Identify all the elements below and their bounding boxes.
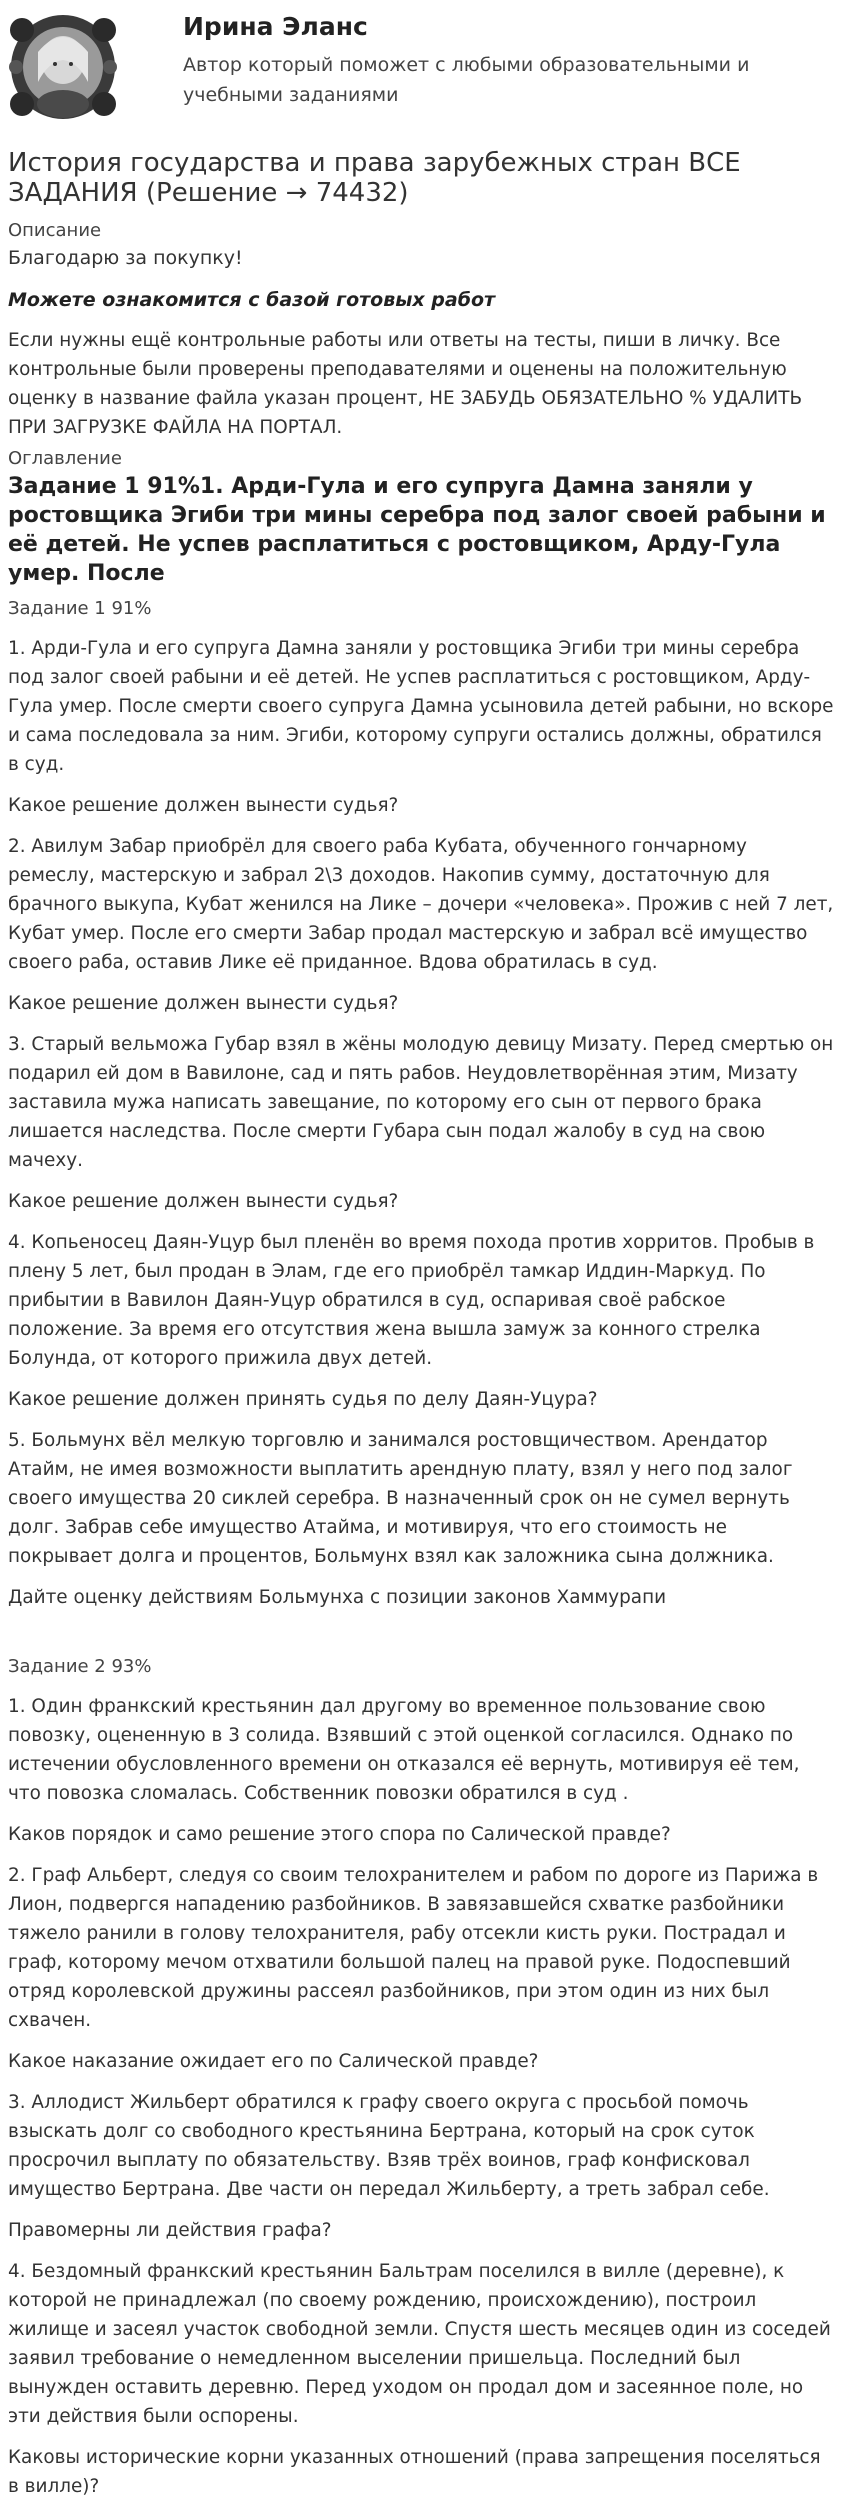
task2-question-3: Правомерны ли действия графа? <box>8 2220 332 2241</box>
avatar-image <box>8 12 118 122</box>
task1-question-4: Какое решение должен принять судья по делу Даян-Уцура? <box>8 1389 598 1410</box>
task2-paragraph-4: 4. Бездомный франкский крестьянин Бальтрам поселился в вилле (деревне), к которой не принадлежал (по своему рождению, происхождению), построил жилище и засеял участок свободной земли. Спустя шесть месяцев один из соседей заявил требование о немедленном выселении пришельца. Последний был вынужден оставить деревню. Перед уходом он продал дом и засеянное поле, но эти действия были оспорены. <box>8 2261 831 2427</box>
task1-question-2: Какое решение должен вынести судья? <box>8 993 399 1014</box>
thanks-text: Благодарю за покупку! <box>8 247 243 269</box>
task2-question-1: Каков порядок и само решение этого спора по Салической правде? <box>8 1824 671 1845</box>
author-info <box>183 12 793 110</box>
info-paragraph: Если нужны ещё контрольные работы или ответы на тесты, пиши в личку. Все контрольные были проверены преподавателями и оценены на положительную оценку в название файла указан процент, НЕ ЗАБУДЬ ОБЯЗАТЕЛЬНО % УДАЛИТЬ ПРИ ЗАГРУЗКЕ ФАЙЛА НА ПОРТАЛ. <box>8 330 803 438</box>
task1-question-5: Дайте оценку действиям Больмунха с позиции законов Хаммурапи <box>8 1587 667 1608</box>
author-card <box>8 0 835 128</box>
toc-title: Задание 1 91%1. Арди-Гула и его супруга Дамна заняли у ростовщика Эгиби три мины серебра под залог своей рабыни и её детей. Не успев расплатиться с ростовщиком, Арду-Гула умер. После <box>8 474 826 586</box>
promo-link[interactable]: Можете ознакомится с базой готовых работ <box>8 289 496 311</box>
task2-paragraph-1: 1. Один франкский крестьянин дал другому во временное пользование свою повозку, оцененную в 3 солида. Взявший с этой оценкой согласился. Однако по истечении обусловленного времени он отказался её вернуть, мотивируя её тем, что повозка сломалась. Собственник повозки обратился в суд . <box>8 1696 800 1804</box>
section-gap <box>8 1612 835 1646</box>
document-title: История государства и права зарубежных стран ВСЕ ЗАДАНИЯ (Решение → 74432) <box>8 148 741 208</box>
task1-label: Задание 1 91% <box>8 598 152 619</box>
task1-question-1: Какое решение должен вынести судья? <box>8 795 399 816</box>
task1-paragraph-1: 1. Арди-Гула и его супруга Дамна заняли у ростовщика Эгиби три мины серебра под залог своей рабыни и её детей. Не успев расплатиться с ростовщиком, Арду-Гула умер. После смерти своего супруга Дамна усыновила детей рабыни, но вскоре и сама последовала за ним. Эгиби, которому супруги остались должны, обратился в суд. <box>8 638 834 775</box>
description-label: Описание <box>8 220 102 241</box>
task2-label: Задание 2 93% <box>8 1656 152 1677</box>
task1-paragraph-4: 4. Копьеносец Даян-Уцур был пленён во время похода против хорритов. Пробыв в плену 5 лет, был продан в Элам, где его приобрёл тамкар Иддин-Маркуд. По прибытии в Вавилон Даян-Уцур обратился в суд, оспаривая своё рабское положение. За время его отсутствия жена вышла замуж за конного стрелка Болунда, от которого прижила двух детей. <box>8 1232 815 1369</box>
task2-paragraph-3: 3. Аллодист Жильберт обратился к графу своего округа с просьбой помочь взыскать долг со свободного крестьянина Бертрана, который на срок суток просрочил выплату по обязательству. Взяв трёх воинов, граф конфисковал имущество Бертрана. Две части он передал Жильберту, а треть забрал себе. <box>8 2092 770 2200</box>
author-name[interactable]: Ирина Эланс <box>183 12 368 41</box>
task1-question-3: Какое решение должен вынести судья? <box>8 1191 399 1212</box>
task1-paragraph-3: 3. Старый вельможа Губар взял в жёны молодую девицу Мизату. Перед смертью он подарил ей дом в Вавилоне, сад и пять рабов. Неудовлетворённая этим, Мизату заставила мужа написать завещание, по которому его сын от первого брака лишается наследства. После смерти Губара сын подал жалобу в суд на свою мачеху. <box>8 1034 834 1171</box>
task1-paragraph-2: 2. Авилум Забар приобрёл для своего раба Кубата, обученного гончарному ремеслу, мастерскую и забрал 2\3 доходов. Накопив сумму, достаточную для брачного выкупа, Кубат женился на Лике – дочери «человека». Прожив с ней 7 лет, Кубат умер. После его смерти Забар продал мастерскую и забрал всё имущество своего раба, оставив Лике её приданное. Вдова обратилась в суд. <box>8 836 834 973</box>
task2-question-2: Какое наказание ожидает его по Салической правде? <box>8 2051 539 2072</box>
task2-question-4: Каковы исторические корни указанных отношений (права запрещения поселяться в вилле)? <box>8 2447 821 2497</box>
author-description: Автор который поможет с любыми образовательными и учебными заданиями <box>183 54 750 106</box>
toc-label: Оглавление <box>8 448 122 469</box>
task2-paragraph-2: 2. Граф Альберт, следуя со своим телохранителем и рабом по дороге из Парижа в Лион, подвергся нападению разбойников. В завязавшейся схватке разбойники тяжело ранили в голову телохранителя, рабу отсекли кисть руки. Пострадал и граф, которому мечом отхватили большой палец на правой руке. Подоспевший отряд королевской дружины рассеял разбойников, при этом один из них был схвачен. <box>8 1865 819 2031</box>
avatar[interactable] <box>8 12 118 122</box>
task1-paragraph-5: 5. Больмунх вёл мелкую торговлю и занимался ростовщичеством. Арендатор Атайм, не имея возможности выплатить арендную плату, взял у него под залог своего имущества 20 сиклей серебра. В назначенный срок он не сумел вернуть долг. Забрав себе имущество Атайма, и мотивируя, что его стоимость не покрывает долга и процентов, Больмунх взял как заложника сына должника. <box>8 1430 793 1567</box>
